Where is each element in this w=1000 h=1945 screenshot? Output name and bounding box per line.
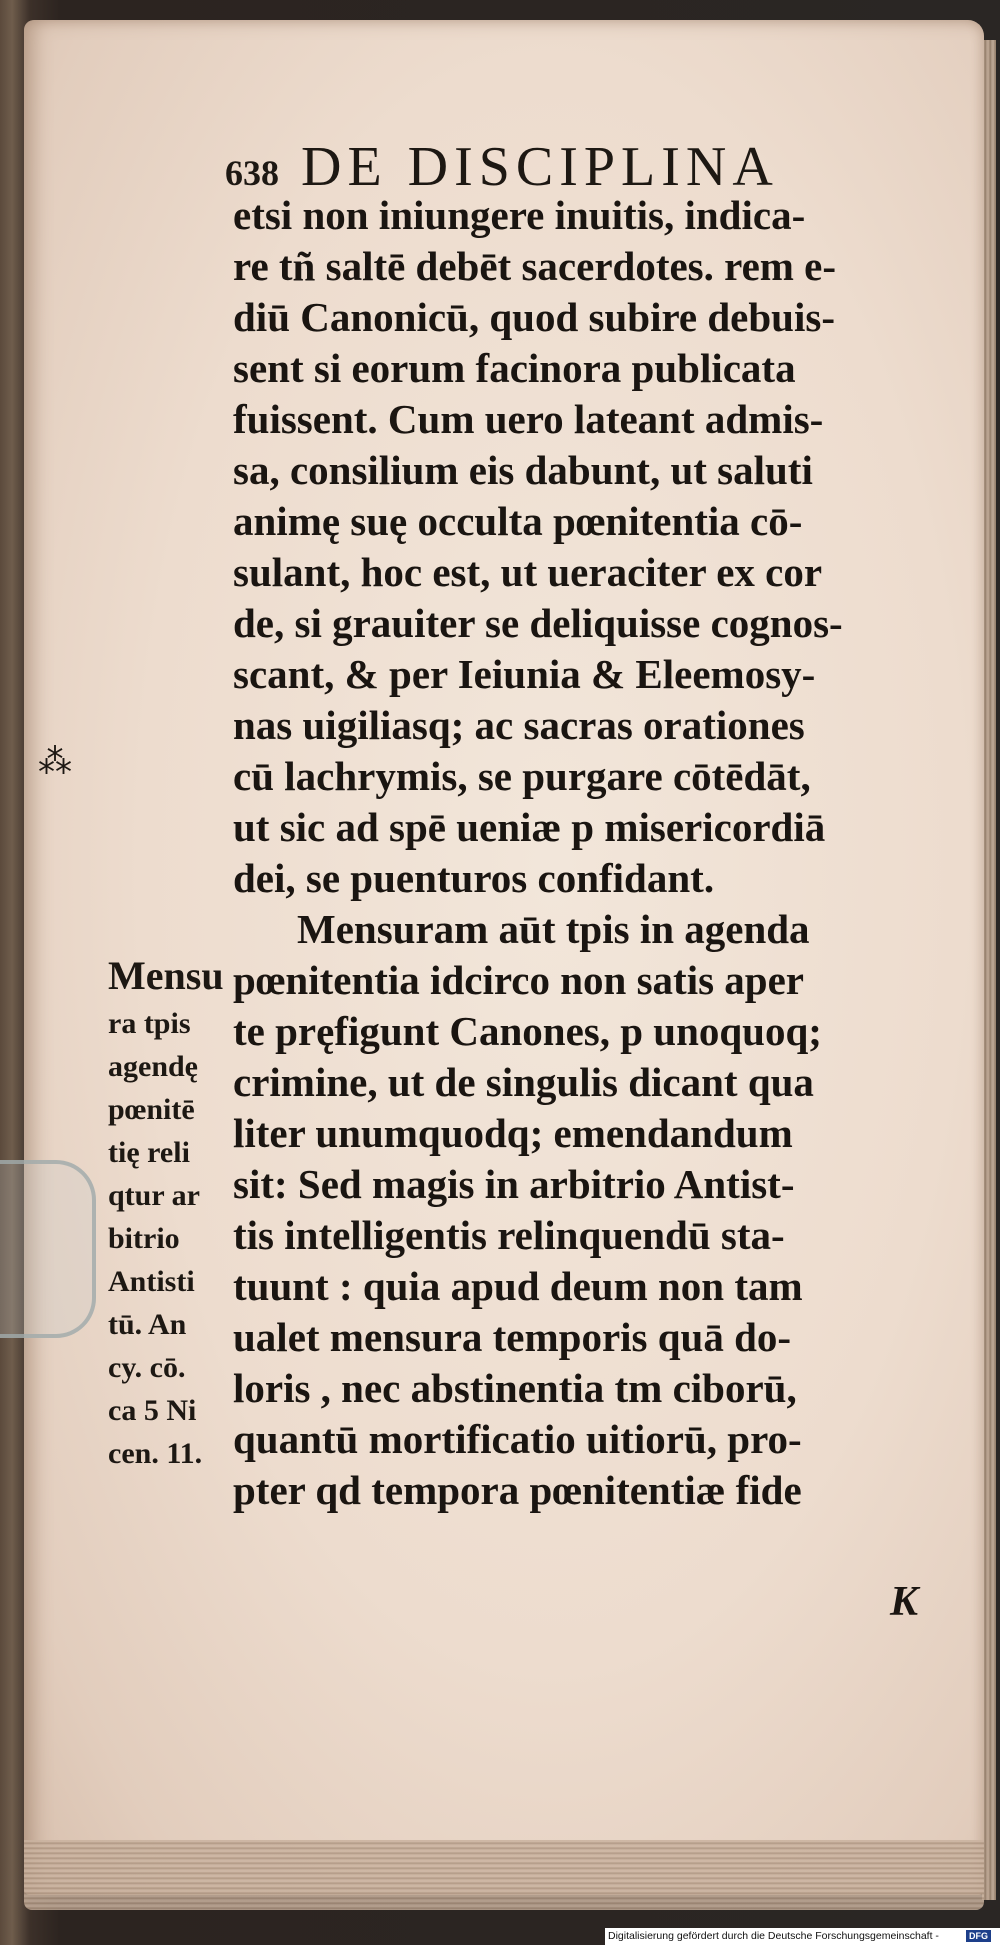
text-line: quantū mortificatio uitiorū, pro- [233, 1416, 802, 1462]
text-line: diū Canonicū, quod subire debuis- [233, 294, 835, 340]
side-mark: ⁂ [38, 744, 72, 781]
margin-note-line: pœnitē [108, 1093, 195, 1126]
margin-note-line: ra tpis [108, 1007, 191, 1040]
text-line: ut sic ad spē ueniæ p misericordiā [233, 804, 826, 850]
text-line: de, si grauiter se deliquisse cognos- [233, 600, 843, 646]
margin-note-line: tię reli [108, 1136, 190, 1169]
page-edges-bottom [24, 1840, 984, 1910]
text-line: te pręfigunt Canones, p unoquoq; [233, 1008, 822, 1054]
margin-note-line: Mensu [108, 953, 224, 998]
text-line: animę suę occulta pœnitentia cō- [233, 498, 803, 544]
text-line: sent si eorum facinora publicata [233, 345, 796, 391]
text-line: sulant, hoc est, ut ueraciter ex cor [233, 549, 823, 595]
text-line: liter unumquodq; emendandum [233, 1110, 793, 1156]
margin-note-line: cy. cō. [108, 1351, 186, 1384]
text-line: dei, se puenturos confidant. [233, 855, 715, 901]
text-line: crimine, ut de singulis dicant qua [233, 1059, 814, 1105]
page-number: 638 [225, 153, 279, 193]
text-line: scant, & per Ieiunia & Eleemosy- [233, 651, 816, 697]
margin-note-line: agendę [108, 1050, 198, 1083]
text-line: sit: Sed magis in arbitrio Antist- [233, 1161, 795, 1207]
margin-note-line: qtur ar [108, 1179, 200, 1212]
text-line: pœnitentia idcirco non satis aper [233, 957, 804, 1003]
text-line: fuissent. Cum uero lateant admis- [233, 396, 824, 442]
catchword: K [890, 1579, 919, 1625]
text-line-paragraph-start: Mensuram aūt tpis in agenda [297, 906, 810, 952]
body-text [233, 190, 938, 1516]
running-head: DE DISCIPLINA [301, 136, 779, 198]
margin-note-line: ca 5 Ni [108, 1394, 197, 1427]
page-edges-right [982, 40, 996, 1900]
footer-credit: Digitalisierung gefördert durch die Deutsche Forschungsgemeinschaft - [608, 1930, 939, 1942]
text-line: etsi non iniungere inuitis, indica- [233, 192, 806, 238]
dfg-logo: DFG [966, 1930, 991, 1942]
page-clip [0, 1160, 96, 1338]
margin-note-line: tū. An [108, 1308, 187, 1341]
margin-note-line: bitrio [108, 1222, 180, 1255]
margin-note-line: cen. 11. [108, 1437, 203, 1470]
text-line: tis intelligentis relinquendū sta- [233, 1212, 785, 1258]
text-line: ualet mensura temporis quā do- [233, 1314, 792, 1360]
text-line: loris , nec abstinentia tm ciborū, [233, 1365, 797, 1411]
text-line: pter qd tempora pœnitentiæ fide [233, 1467, 802, 1513]
text-line: re tñ saltē debēt sacerdotes. rem e- [233, 243, 837, 289]
margin-notes [108, 950, 238, 1475]
text-line: tuunt : quia apud deum non tam [233, 1263, 803, 1309]
text-line: cū lachrymis, se purgare cōtēdāt, [233, 753, 811, 799]
margin-note-line: Antisti [108, 1265, 195, 1298]
text-line: nas uigiliasq; ac sacras orationes [233, 702, 805, 748]
text-line: sa, consilium eis dabunt, ut saluti [233, 447, 813, 493]
